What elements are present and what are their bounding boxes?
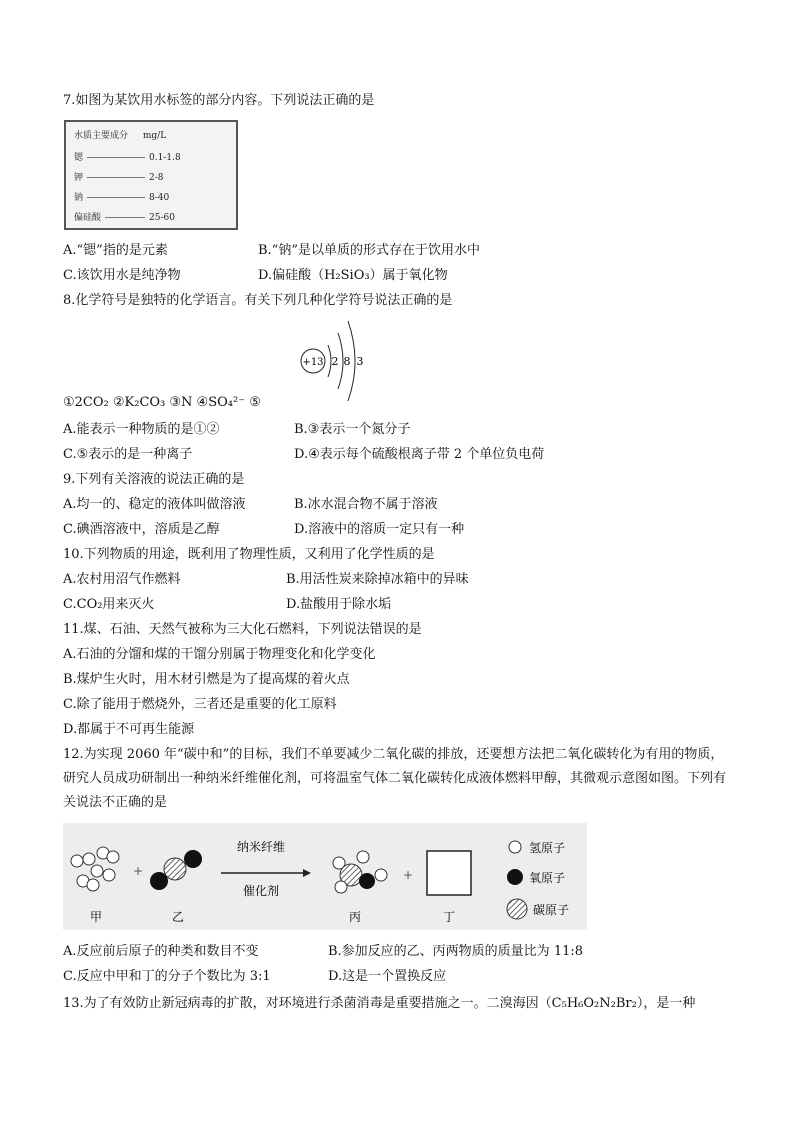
q11-option-b: B.煤炉生火时，用木材引燃是为了提高煤的着火点 [63, 672, 350, 687]
q11-option-a: A.石油的分馏和煤的干馏分别属于物理变化和化学变化 [63, 647, 376, 662]
reactant-jia-molecules [71, 847, 119, 891]
label-header-unit: mg/L [142, 131, 167, 141]
q12-option-a: A.反应前后原子的种类和数目不变 [63, 944, 259, 959]
label-jia: 甲 [89, 910, 103, 924]
q10-option-c: C.CO₂用来灭火 [63, 597, 155, 612]
q9-option-b: B.冰水混合物不属于溶液 [294, 497, 438, 512]
reaction-micro-diagram [63, 823, 587, 930]
label-yi: 乙 [171, 910, 185, 924]
label-row-value: 2-8 [149, 173, 164, 183]
label-row-name: 钠 [74, 193, 84, 203]
product-bing-molecule [333, 851, 387, 893]
q10-option-a: A.农村用沼气作燃料 [63, 572, 181, 587]
q7-option-a: A.“锶”指的是元素 [63, 243, 168, 258]
q8-symbols: ①2CO₂ ②K₂CO₃ ③N ④SO₄²⁻ ⑤ [63, 395, 261, 410]
label-row-name: 偏硅酸 [74, 213, 102, 223]
label-row [74, 190, 169, 203]
shell-2-electrons: 8 [343, 355, 351, 368]
water-label-image [64, 120, 238, 230]
catalyst-top-label: 纳米纤维 [236, 840, 286, 854]
q7-option-b: B.“钠”是以单质的形式存在于饮用水中 [258, 243, 480, 258]
legend-carbon-icon [507, 899, 527, 919]
q9-option-d: D.溶液中的溶质一定只有一种 [294, 522, 465, 537]
q12-option-c: C.反应中甲和丁的分子个数比为 3:1 [63, 969, 271, 984]
label-ding: 丁 [442, 910, 456, 924]
label-row-name: 钾 [74, 173, 84, 183]
q12-option-b: B.参加反应的乙、丙两物质的质量比为 11:8 [328, 944, 584, 959]
q12-stem: 12.为实现 2060 年“碳中和”的目标，我们不单要减少二氧化碳的排放，还要想方法把二氧化碳转化为有用的物质，研究人员成功研制出一种纳米纤维催化剂，可将温室气体二氧化碳转化成液体燃料甲醇，其微观示意图如图。下列有关说法不正确的是 [63, 747, 727, 810]
legend-oxygen-icon [507, 869, 523, 885]
label-row-value: 25-60 [149, 213, 175, 223]
label-row-value: 0.1-1.8 [149, 153, 181, 163]
q11-option-d: D.都属于不可再生能源 [63, 722, 195, 737]
label-row-name: 锶 [74, 153, 84, 163]
svg-text:+: + [403, 868, 414, 882]
q9-option-c: C.碘酒溶液中，溶质是乙醇 [63, 522, 220, 537]
q10-option-d: D.盐酸用于除水垢 [286, 597, 392, 612]
q11-option-c: C.除了能用于燃烧外，三者还是重要的化工原料 [63, 697, 337, 712]
q10-stem: 10.下列物质的用途，既利用了物理性质，又利用了化学性质的是 [63, 547, 435, 562]
label-row-value: 8-40 [149, 193, 170, 203]
label-row [74, 170, 164, 183]
catalyst-bottom-label: 催化剂 [242, 884, 280, 898]
shell-3-electrons: 3 [356, 355, 364, 368]
legend-hydrogen-icon [509, 841, 521, 853]
aluminum-atom-structure-diagram [290, 315, 380, 403]
q8-option-b: B.③表示一个氮分子 [294, 422, 411, 437]
legend-oxygen: 氧原子 [529, 871, 566, 885]
legend-carbon: 碳原子 [533, 903, 570, 917]
label-header [74, 128, 166, 141]
label-row [74, 150, 181, 163]
svg-text:+: + [133, 864, 144, 878]
q8-option-d: D.④表示每个硫酸根离子带 2 个单位负电荷 [294, 447, 545, 462]
q10-option-b: B.用活性炭来除掉冰箱中的异味 [286, 572, 469, 587]
reactant-yi-molecule [150, 850, 202, 890]
label-bing: 丙 [348, 910, 362, 924]
shell-1-electrons: 2 [331, 355, 339, 368]
q8-option-c: C.⑤表示的是一种离子 [63, 447, 193, 462]
nucleus-charge: +13 [302, 357, 324, 368]
label-row [74, 210, 175, 223]
product-ding-box [427, 851, 471, 895]
q8-option-a: A.能表示一种物质的是①② [63, 422, 220, 437]
q7-option-c: C.该饮用水是纯净物 [63, 268, 181, 283]
q7-stem: 7.如图为某饮用水标签的部分内容。下列说法正确的是 [63, 93, 375, 108]
legend-hydrogen: 氢原子 [529, 841, 566, 855]
q13-stem: 13.为了有效防止新冠病毒的扩散，对环境进行杀菌消毒是重要措施之一。二溴海因（C₅H₆O₂N₂Br₂），是一种 [63, 996, 696, 1011]
q7-option-d: D.偏硅酸（H₂SiO₃）属于氧化物 [258, 268, 448, 283]
q8-stem: 8.化学符号是独特的化学语言。有关下列几种化学符号说法正确的是 [63, 293, 453, 308]
q9-option-a: A.均一的、稳定的液体叫做溶液 [63, 497, 246, 512]
q12-option-d: D.这是一个置换反应 [328, 969, 447, 984]
q11-stem: 11.煤、石油、天然气被称为三大化石燃料，下列说法错误的是 [63, 622, 422, 637]
label-header-title: 水质主要成分 [74, 131, 129, 141]
q9-stem: 9.下列有关溶液的说法正确的是 [63, 472, 245, 487]
